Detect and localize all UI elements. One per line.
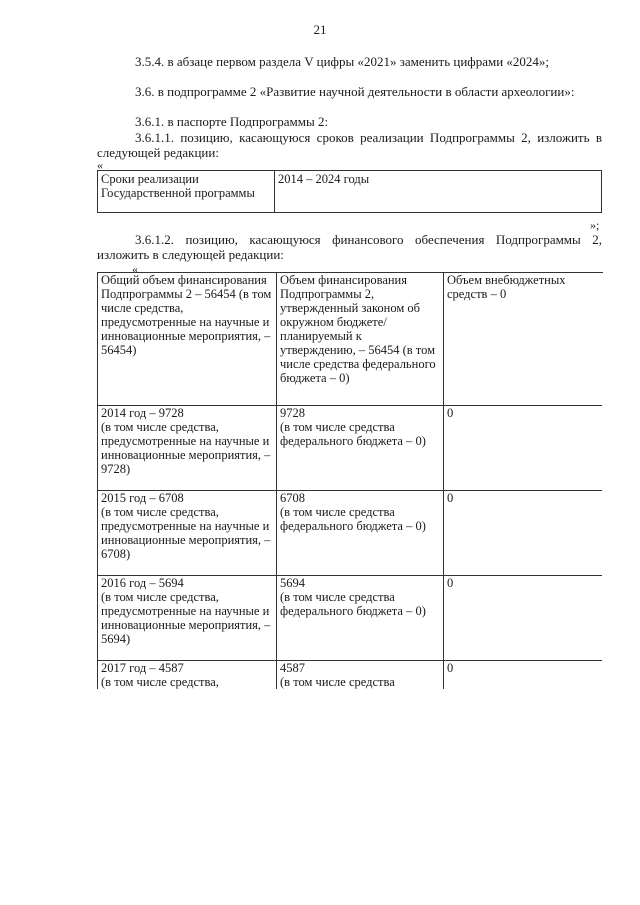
paragraph-3-6: 3.6. в подпрограмме 2 «Развитие научной деятельности в области археологии»: (135, 84, 575, 99)
year-2015-total-note: (в том числе средства, предусмотренные на научные и инновационные мероприятия, – 6708) (101, 505, 271, 561)
paragraph-3-6-1-2: 3.6.1.2. позицию, касающуюся финансового обеспечения Подпрограммы 2, изложить в следующей редакции: (97, 232, 602, 262)
year-2016-budget-value: 5694 (280, 576, 305, 590)
total-funding-cell: Общий объем финансирования Подпрограммы 2 – 56454 (в том числе средства, предусмотренные на научные и инновационные мероприятия, – 56454) (98, 273, 277, 406)
paragraph-3-6-1-1: 3.6.1.1. позицию, касающуюся сроков реализации Подпрограммы 2, изложить в следующей редакции: (97, 130, 602, 160)
page-number: 21 (313, 22, 327, 37)
year-2016-budget (277, 576, 444, 661)
year-2017-budget-value: 4587 (280, 661, 305, 675)
year-2016-total-value: 2016 год – 5694 (101, 576, 184, 590)
year-2017-total (98, 661, 277, 690)
year-2017-total-value: 2017 год – 4587 (101, 661, 184, 675)
year-2016-total (98, 576, 277, 661)
paragraph-3-6-1: 3.6.1. в паспорте Подпрограммы 2: (135, 114, 329, 129)
year-2015-budget-note: (в том числе средства федерального бюджета – 0) (280, 505, 426, 533)
year-2017-total-note: (в том числе средства, (101, 675, 219, 689)
year-2014-budget (277, 406, 444, 491)
open-quote-2: « (132, 262, 138, 276)
year-2016-extra: 0 (444, 576, 603, 661)
year-2015-total-value: 2015 год – 6708 (101, 491, 184, 505)
year-2016-budget-note: (в том числе средства федерального бюджета – 0) (280, 590, 426, 618)
year-2017-extra: 0 (444, 661, 603, 690)
year-2014-total-value: 2014 год – 9728 (101, 406, 184, 420)
funding-table (97, 272, 602, 689)
extra-budget-cell: Объем внебюджетных средств – 0 (444, 273, 603, 406)
year-2017-budget (277, 661, 444, 690)
year-2017-budget-note: (в том числе средства (280, 675, 395, 689)
year-2014-budget-note: (в том числе средства федерального бюджета – 0) (280, 420, 426, 448)
period-table (97, 170, 602, 213)
year-2014-total (98, 406, 277, 491)
budget-funding-cell: Объем финансирования Подпрограммы 2, утвержденный законом об окружном бюджете/ планируемый к утверждению, – 56454 (в том числе средства федерального бюджета – 0) (277, 273, 444, 406)
year-2016-total-note: (в том числе средства, предусмотренные на научные и инновационные мероприятия, – 5694) (101, 590, 271, 646)
year-2015-extra: 0 (444, 491, 603, 576)
paragraph-3-5-4: 3.5.4. в абзаце первом раздела V цифры «2021» заменить цифрами «2024»; (135, 54, 550, 69)
year-2015-budget (277, 491, 444, 576)
year-2015-budget-value: 6708 (280, 491, 305, 505)
year-2015-total (98, 491, 277, 576)
period-value: 2014 – 2024 годы (275, 171, 602, 213)
year-2014-total-note: (в том числе средства, предусмотренные на научные и инновационные мероприятия, – 9728) (101, 420, 271, 476)
open-quote-1: « (97, 158, 103, 172)
year-2014-extra: 0 (444, 406, 603, 491)
year-2014-budget-value: 9728 (280, 406, 305, 420)
period-label: Сроки реализации Государственной программы (98, 171, 275, 213)
close-quote-1: »; (590, 218, 600, 232)
